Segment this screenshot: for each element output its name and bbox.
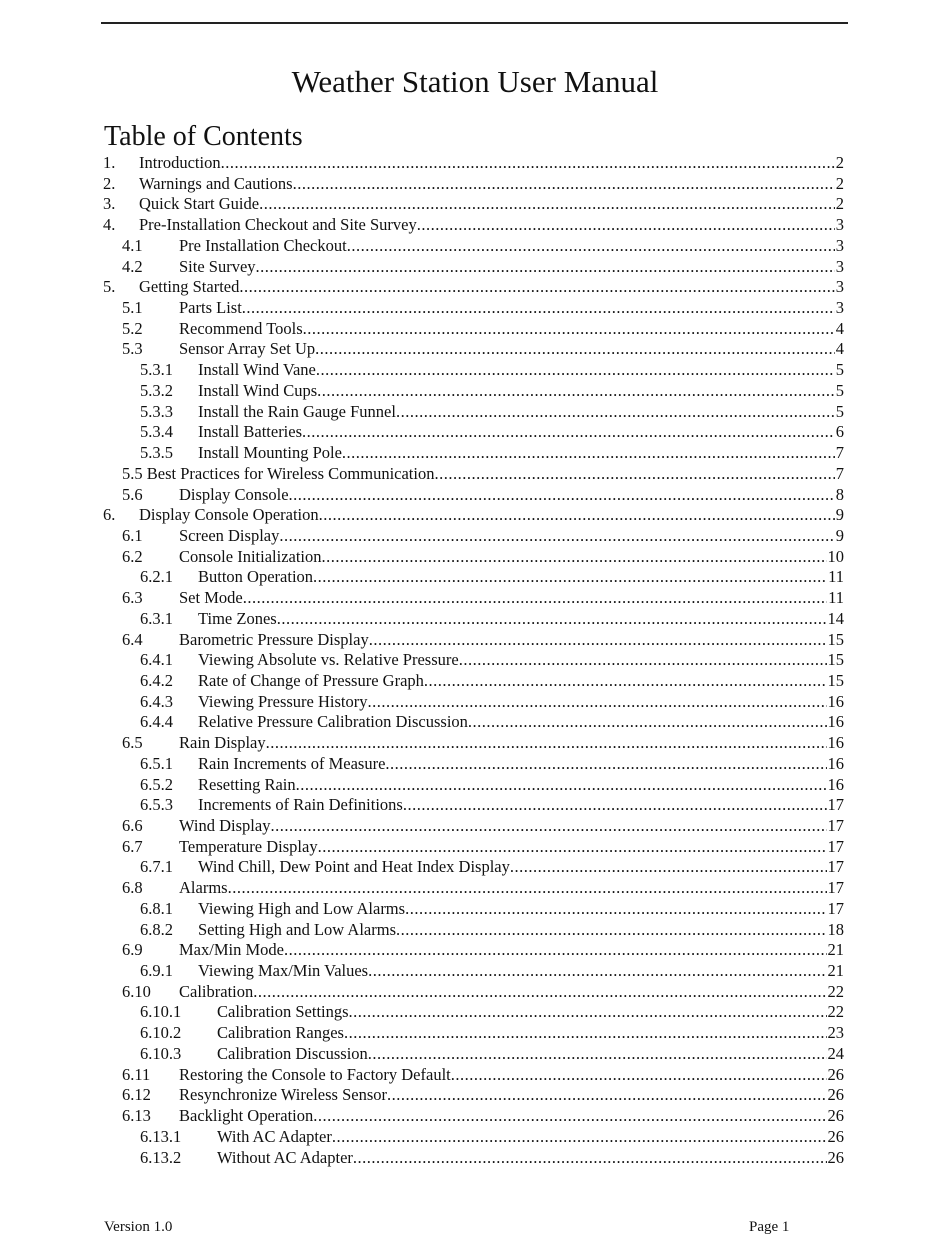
toc-entry-page: 17 <box>827 857 844 877</box>
toc-entry-page: 4 <box>835 318 844 338</box>
toc-entry-title: Max/Min Mode ..... <box>179 940 827 961</box>
toc-entry-page: 3 <box>835 277 844 297</box>
toc-entry[interactable] <box>103 464 848 485</box>
toc-entry-number: 5.3.2 <box>140 380 173 400</box>
toc-entry[interactable] <box>103 1106 848 1127</box>
toc-entry-title: Viewing High and Low Alarms ..... <box>198 899 827 920</box>
toc-entry[interactable] <box>103 982 848 1003</box>
toc-entry-title: Set Mode ..... <box>179 588 827 609</box>
toc-entry-page: 22 <box>827 1002 844 1022</box>
toc-entry-title: Screen Display ..... <box>179 526 835 547</box>
toc-entry[interactable] <box>103 277 848 298</box>
toc-entry-number: 6.4.3 <box>140 691 173 711</box>
toc-entry[interactable] <box>103 857 848 878</box>
toc-entry[interactable] <box>103 422 848 443</box>
toc-entry-number: 4. <box>103 215 116 235</box>
toc-entry-title: Quick Start Guide ..... <box>139 194 835 215</box>
toc-entry-number: 6.9.1 <box>140 961 173 981</box>
toc-entry[interactable] <box>103 775 848 796</box>
toc-entry-title: Install the Rain Gauge Funnel ..... <box>198 402 835 423</box>
toc-entry-number: 5. <box>103 277 116 297</box>
toc-entry[interactable] <box>103 588 848 609</box>
toc-entry-title: Calibration ..... <box>179 982 827 1003</box>
toc-entry-title: Rain Increments of Measure ..... <box>198 754 827 775</box>
toc-entry-number: 1. <box>103 153 116 172</box>
toc-entry-page: 17 <box>827 878 844 898</box>
toc-entry[interactable] <box>103 733 848 754</box>
toc-entry-title: Warnings and Cautions ..... <box>139 174 835 195</box>
toc-entry[interactable] <box>103 547 848 568</box>
toc-entry-title: Time Zones ..... <box>198 609 827 630</box>
toc-entry-number: 6.5 <box>122 733 143 753</box>
toc-entry-page: 16 <box>827 753 844 773</box>
toc-entry-page: 23 <box>827 1023 844 1043</box>
toc-entry[interactable] <box>103 650 848 671</box>
toc-entry-number: 6.8.2 <box>140 919 173 939</box>
toc-entry-number: 6.8.1 <box>140 898 173 918</box>
toc-entry-number: 6.4.1 <box>140 650 173 670</box>
toc-entry-page: 16 <box>827 733 844 753</box>
header-rule <box>101 22 848 24</box>
toc-entry-page: 5 <box>835 360 844 380</box>
toc-entry[interactable] <box>103 795 848 816</box>
footer-page-number: Page 1 <box>749 1219 790 1235</box>
toc-entry-title: Wind Display ..... <box>179 816 827 837</box>
toc-entry-number: 6.9 <box>122 940 143 960</box>
toc-entry-title: Install Wind Vane ..... <box>198 360 835 381</box>
toc-entry-title: Display Console ..... <box>179 485 835 506</box>
toc-entry-title: Install Batteries ..... <box>198 422 835 443</box>
toc-entry[interactable] <box>103 505 848 526</box>
toc-entry[interactable] <box>103 671 848 692</box>
toc-entry-page: 3 <box>835 235 844 255</box>
toc-entry-title: 5.5 Best Practices for Wireless Communication ..... <box>122 464 835 485</box>
toc-entry[interactable] <box>103 257 848 278</box>
toc-entry-page: 2 <box>835 173 844 193</box>
toc-entry-title: Viewing Max/Min Values ..... <box>198 961 827 982</box>
toc-entry-page: 9 <box>835 505 844 525</box>
toc-entry-number: 4.2 <box>122 256 143 276</box>
toc-entry[interactable] <box>103 319 848 340</box>
toc-entry-number: 2. <box>103 173 116 193</box>
toc-entry-title: Relative Pressure Calibration Discussion ..... <box>198 712 827 733</box>
toc-entry-title: Resetting Rain ..... <box>198 775 827 796</box>
toc-entry-number: 6.5.1 <box>140 753 173 773</box>
toc-entry-number: 4.1 <box>122 235 143 255</box>
toc-entry-number: 6.7.1 <box>140 857 173 877</box>
toc-entry[interactable] <box>103 837 848 858</box>
toc-entry-page: 18 <box>827 919 844 939</box>
toc-entry-number: 6.10.1 <box>140 1002 182 1022</box>
toc-entry[interactable] <box>103 526 848 547</box>
toc-entry-title: Setting High and Low Alarms ..... <box>198 920 827 941</box>
toc-entry-title: Without AC Adapter ..... <box>217 1148 827 1169</box>
toc-entry-number: 3. <box>103 194 116 214</box>
toc-entry-number: 5.3.4 <box>140 422 173 442</box>
toc-entry-number: 6.10 <box>122 981 151 1001</box>
toc-entry-title: Barometric Pressure Display ..... <box>179 630 827 651</box>
toc-entry-page: 26 <box>827 1126 844 1146</box>
footer-version: Version 1.0 <box>104 1219 173 1235</box>
toc-entry-title: Pre-Installation Checkout and Site Survey ..... <box>139 215 835 236</box>
toc-entry-page: 17 <box>827 836 844 856</box>
toc-entry-title: Rate of Change of Pressure Graph ..... <box>198 671 827 692</box>
toc-entry[interactable] <box>103 174 848 195</box>
toc-entry-title: Increments of Rain Definitions ..... <box>198 795 827 816</box>
toc-entry[interactable] <box>103 1023 848 1044</box>
toc-entry-number: 5.3 <box>122 339 143 359</box>
toc-entry-number: 6.5.2 <box>140 774 173 794</box>
toc-entry-title: Pre Installation Checkout ..... <box>179 236 835 257</box>
toc-entry-page: 2 <box>835 153 844 172</box>
toc-entry[interactable] <box>103 878 848 899</box>
toc-entry[interactable] <box>103 754 848 775</box>
toc-entry-page: 21 <box>827 940 844 960</box>
table-of-contents <box>103 153 848 1168</box>
toc-entry-page: 8 <box>835 484 844 504</box>
toc-entry-page: 26 <box>827 1147 844 1167</box>
toc-entry[interactable] <box>103 1002 848 1023</box>
toc-entry-number: 6.13.1 <box>140 1126 182 1146</box>
toc-entry-number: 6.10.3 <box>140 1043 182 1063</box>
toc-entry-title: Recommend Tools ..... <box>179 319 835 340</box>
toc-entry-title: Site Survey ..... <box>179 257 835 278</box>
toc-entry[interactable] <box>103 692 848 713</box>
toc-entry-number: 6.6 <box>122 816 143 835</box>
toc-entry-title: Console Initialization ..... <box>179 547 827 568</box>
toc-entry[interactable] <box>103 360 848 381</box>
toc-entry-title: Backlight Operation ..... <box>179 1106 827 1127</box>
toc-entry-page: 3 <box>835 256 844 276</box>
toc-entry[interactable] <box>103 153 848 174</box>
toc-entry-title: Getting Started ..... <box>139 277 835 298</box>
toc-entry-number: 6. <box>103 505 116 525</box>
toc-entry-title: Wind Chill, Dew Point and Heat Index Display ..... <box>198 857 827 878</box>
toc-entry-page: 16 <box>827 712 844 732</box>
toc-entry-page: 26 <box>827 1106 844 1126</box>
toc-entry-title: Calibration Ranges ..... <box>217 1023 827 1044</box>
toc-entry-number: 6.4.4 <box>140 712 173 732</box>
toc-entry-page: 5 <box>835 401 844 421</box>
toc-entry[interactable] <box>103 339 848 360</box>
toc-heading: Table of Contents <box>104 121 303 152</box>
toc-entry-page: 11 <box>828 588 844 608</box>
toc-entry-number: 6.2 <box>122 546 143 566</box>
toc-entry-number: 6.1 <box>122 525 143 545</box>
toc-entry-number: 6.12 <box>122 1085 151 1105</box>
toc-entry-title: Calibration Discussion ..... <box>217 1044 827 1065</box>
toc-entry-title: Rain Display ..... <box>179 733 827 754</box>
toc-entry[interactable] <box>103 712 848 733</box>
toc-entry-number: 5.3.3 <box>140 401 173 421</box>
toc-entry[interactable] <box>103 940 848 961</box>
toc-entry[interactable] <box>103 485 848 506</box>
toc-entry-title: Calibration Settings ..... <box>217 1002 827 1023</box>
toc-entry-number: 5.2 <box>122 318 143 338</box>
toc-entry-page: 15 <box>827 670 844 690</box>
toc-entry-page: 21 <box>827 961 844 981</box>
toc-entry-number: 6.11 <box>122 1064 151 1084</box>
toc-entry[interactable] <box>103 920 848 941</box>
toc-entry-page: 7 <box>835 463 844 483</box>
toc-entry-title: Resynchronize Wireless Sensor ..... <box>179 1085 827 1106</box>
toc-entry-title: Introduction ..... <box>139 153 835 174</box>
toc-entry-number: 6.4.2 <box>140 670 173 690</box>
document-title: Weather Station User Manual <box>291 64 659 99</box>
toc-entry-page: 3 <box>835 298 844 318</box>
toc-entry-page: 2 <box>835 194 844 214</box>
toc-entry-title: Alarms ..... <box>179 878 827 899</box>
toc-entry-page: 15 <box>827 629 844 649</box>
toc-entry-page: 17 <box>827 795 844 815</box>
toc-entry-page: 22 <box>827 981 844 1001</box>
toc-entry-number: 6.2.1 <box>140 567 173 587</box>
toc-entry[interactable] <box>103 298 848 319</box>
toc-entry[interactable] <box>103 402 848 423</box>
toc-entry-number: 6.13 <box>122 1106 151 1126</box>
toc-entry-title: Install Mounting Pole ..... <box>198 443 835 464</box>
toc-entry-title: Parts List ..... <box>179 298 835 319</box>
toc-entry-number: 5.3.1 <box>140 360 173 380</box>
toc-entry-title: Viewing Absolute vs. Relative Pressure ..... <box>198 650 827 671</box>
toc-entry[interactable] <box>103 1085 848 1106</box>
toc-entry-number: 5.1 <box>122 298 143 318</box>
toc-entry-number: 6.8 <box>122 878 143 898</box>
toc-entry[interactable] <box>103 1148 848 1169</box>
toc-entry-page: 10 <box>827 546 844 566</box>
toc-entry-page: 17 <box>827 816 844 835</box>
toc-entry-page: 16 <box>827 691 844 711</box>
toc-entry-title: Temperature Display ..... <box>179 837 827 858</box>
toc-entry-number: 6.5.3 <box>140 795 173 815</box>
toc-entry-page: 26 <box>827 1064 844 1084</box>
toc-entry-page: 14 <box>827 608 844 628</box>
toc-entry-page: 24 <box>827 1043 844 1063</box>
toc-entry-number: 6.13.2 <box>140 1147 182 1167</box>
toc-entry-title: Viewing Pressure History ..... <box>198 692 827 713</box>
toc-entry[interactable] <box>103 961 848 982</box>
toc-entry-number: 5.6 <box>122 484 143 504</box>
toc-entry-page: 4 <box>835 339 844 359</box>
toc-entry-number: 6.3 <box>122 588 143 608</box>
toc-entry[interactable] <box>103 215 848 236</box>
toc-entry-title: Button Operation ..... <box>198 567 827 588</box>
toc-entry-number: 6.4 <box>122 629 143 649</box>
toc-entry-title: Display Console Operation ..... <box>139 505 835 526</box>
toc-entry-title: With AC Adapter ..... <box>217 1127 827 1148</box>
toc-entry-title: Sensor Array Set Up ..... <box>179 339 835 360</box>
toc-entry-page: 26 <box>827 1085 844 1105</box>
toc-entry-page: 15 <box>827 650 844 670</box>
toc-entry[interactable] <box>103 381 848 402</box>
toc-entry-page: 6 <box>835 422 844 442</box>
toc-entry-title: Install Wind Cups ..... <box>198 381 835 402</box>
toc-entry[interactable] <box>103 816 848 837</box>
toc-entry[interactable] <box>103 567 848 588</box>
toc-entry[interactable] <box>103 1127 848 1148</box>
toc-entry-page: 9 <box>835 525 844 545</box>
toc-entry-page: 5 <box>835 380 844 400</box>
toc-entry-title: Restoring the Console to Factory Default ..... <box>179 1065 827 1086</box>
toc-entry[interactable] <box>103 899 848 920</box>
toc-entry-number: 5.3.5 <box>140 443 173 463</box>
toc-entry[interactable] <box>103 1044 848 1065</box>
toc-entry[interactable] <box>103 443 848 464</box>
toc-entry-number: 6.10.2 <box>140 1023 182 1043</box>
toc-entry-page: 11 <box>828 567 844 587</box>
toc-entry[interactable] <box>103 630 848 651</box>
toc-entry-page: 17 <box>827 898 844 918</box>
toc-entry[interactable] <box>103 194 848 215</box>
toc-entry[interactable] <box>103 236 848 257</box>
toc-entry-page: 3 <box>835 215 844 235</box>
toc-entry[interactable] <box>103 609 848 630</box>
toc-entry[interactable] <box>103 1065 848 1086</box>
toc-entry-number: 6.7 <box>122 836 143 856</box>
toc-entry-page: 7 <box>835 443 844 463</box>
toc-entry-number: 6.3.1 <box>140 608 173 628</box>
toc-entry-page: 16 <box>827 774 844 794</box>
